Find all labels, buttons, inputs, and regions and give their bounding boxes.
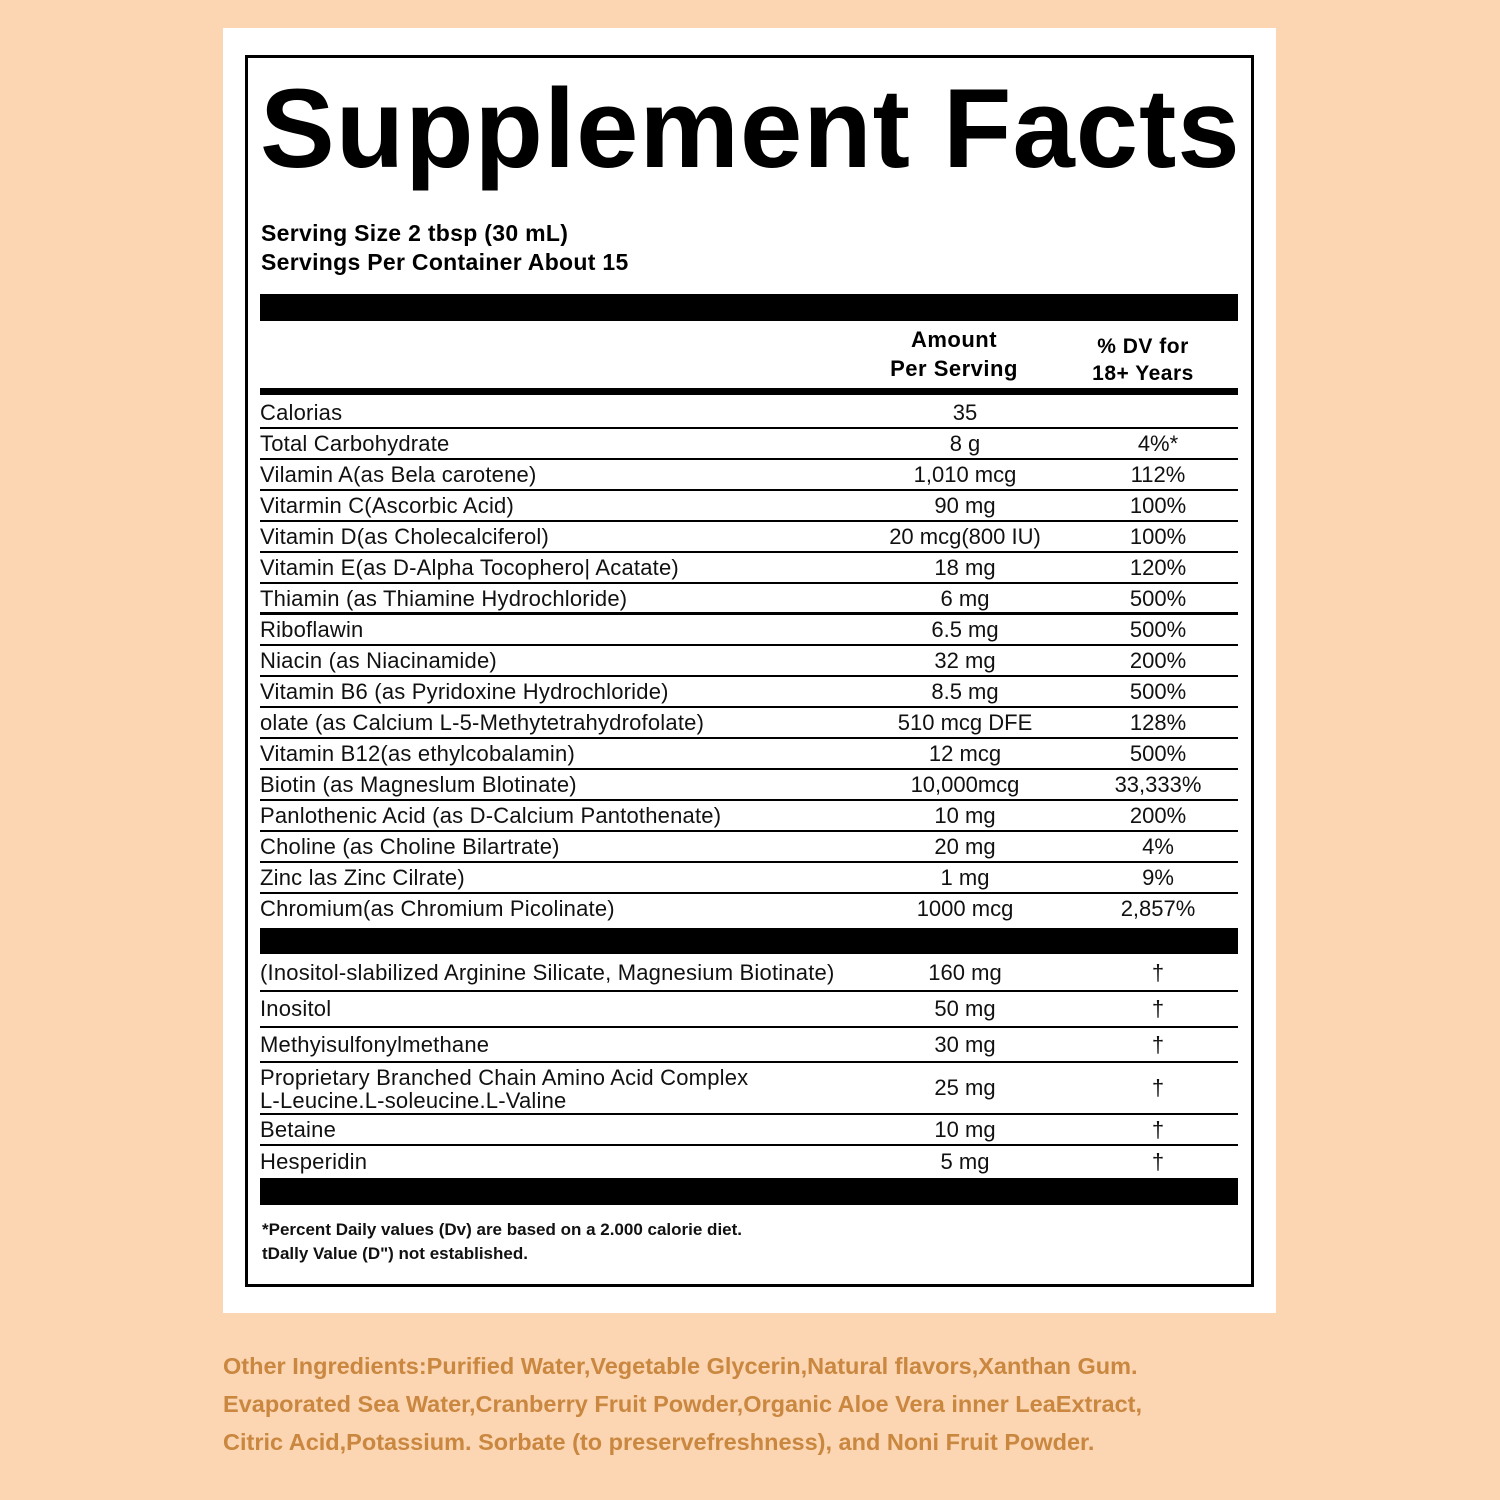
nutrient-amount: 20 mg [934, 834, 996, 859]
nutrient-name: Niacin (as Niacinamide) [260, 648, 497, 673]
supplement-facts-panel [245, 55, 1254, 1287]
nutrient-row [260, 553, 1238, 584]
nutrient-name: Vitamin B6 (as Pyridoxine Hydrochloride) [260, 679, 669, 704]
amount-header-line2: Per Serving [890, 356, 1018, 381]
ingredient-name-line1: Proprietary Branched Chain Amino Acid Complex [260, 1065, 749, 1090]
nutrient-amount: 32 mg [934, 648, 996, 673]
ingredient-dv: † [1151, 1075, 1165, 1100]
nutrient-dv: 9% [1142, 865, 1174, 890]
nutrient-dv: 4% [1142, 834, 1174, 859]
nutrient-amount: 1000 mcg [916, 896, 1014, 921]
nutrient-dv: 100% [1129, 493, 1187, 518]
nutrient-name: Choline (as Choline Bilartrate) [260, 834, 560, 859]
other-ingredients-line2: Evaporated Sea Water,Cranberry Fruit Powder,Organic Aloe Vera inner LeaExtract, [223, 1391, 1143, 1417]
ingredient-list [260, 956, 1238, 1180]
panel-title: Supplement Facts [260, 66, 1241, 191]
column-header [260, 325, 1238, 387]
nutrient-dv: 500% [1129, 741, 1187, 766]
nutrient-amount: 6 mg [940, 586, 990, 611]
nutrient-name: Calorias [260, 400, 343, 425]
nutrient-name: Vitamin E(as D-Alpha Tocophero| Acatate) [260, 555, 679, 580]
nutrient-dv: 112% [1130, 462, 1186, 487]
nutrient-amount: 18 mg [934, 555, 996, 580]
other-ingredients-line3: Citric Acid,Potassium. Sorbate (to preservefreshness), and Noni Fruit Powder. [223, 1429, 1095, 1455]
nutrient-row [260, 429, 1238, 460]
nutrient-name: olate (as Calcium L-5-Methytetrahydrofolate) [260, 710, 705, 735]
ingredient-amount: 5 mg [940, 1149, 990, 1174]
nutrient-amount: 12 mcg [928, 741, 1002, 766]
nutrient-row [260, 677, 1238, 708]
ingredient-name: (Inositol-slabilized Arginine Silicate, Magnesium Biotinate) [260, 960, 835, 985]
ingredient-amount: 30 mg [934, 1032, 996, 1057]
dv-header-line2: 18+ Years [1092, 362, 1194, 385]
ingredient-name [260, 1066, 880, 1112]
serving-size: Serving Size 2 tbsp (30 mL) [261, 220, 569, 246]
nutrient-amount: 1 mg [940, 865, 990, 890]
nutrient-row [260, 708, 1238, 739]
nutrient-row [260, 584, 1238, 615]
ingredient-row [260, 1115, 1238, 1146]
nutrient-amount: 510 mcg DFE [897, 710, 1033, 735]
nutrient-dv: 200% [1129, 648, 1187, 673]
nutrient-name: Zinc las Zinc Cilrate) [260, 865, 465, 890]
nutrient-name: Total Carbohydrate [260, 431, 450, 456]
ingredient-name: Methyisulfonylmethane [260, 1032, 490, 1057]
ingredient-name: Hesperidin [260, 1149, 368, 1174]
ingredient-dv: † [1151, 1117, 1165, 1142]
nutrient-name: Vitamin D(as Cholecalciferol) [260, 524, 550, 549]
nutrient-amount: 10,000mcg [910, 772, 1020, 797]
ingredient-dv: † [1151, 1149, 1165, 1174]
ingredient-row [260, 992, 1238, 1028]
servings-per-container: Servings Per Container About 15 [261, 249, 629, 275]
ingredient-dv: † [1151, 996, 1165, 1021]
nutrient-row [260, 646, 1238, 677]
other-ingredients-line1: Other Ingredients:Purified Water,Vegetable Glycerin,Natural flavors,Xanthan Gum. [223, 1353, 1138, 1379]
nutrient-amount: 1,010 mcg [913, 462, 1017, 487]
nutrient-name: Vilamin A(as Bela carotene) [260, 462, 537, 487]
nutrient-dv: 128% [1129, 710, 1187, 735]
nutrient-dv: 500% [1129, 617, 1187, 642]
ingredient-amount: 25 mg [934, 1075, 996, 1100]
nutrient-name: Thiamin (as Thiamine Hydrochloride) [260, 586, 628, 611]
top-divider-bar [260, 294, 1238, 321]
nutrient-row [260, 491, 1238, 522]
nutrient-dv: 2,857% [1120, 896, 1196, 921]
nutrient-row [260, 460, 1238, 491]
nutrient-row [260, 863, 1238, 894]
footnote-dv: *Percent Daily values (Dv) are based on a 2.000 calorie diet. [262, 1220, 743, 1239]
ingredient-amount: 10 mg [934, 1117, 996, 1142]
bottom-divider-bar [260, 1178, 1238, 1205]
nutrient-row [260, 522, 1238, 553]
ingredient-dv: † [1151, 960, 1165, 985]
footnote-dagger: tDally Value (D") not established. [262, 1244, 528, 1263]
other-ingredients [223, 1347, 1263, 1461]
nutrient-name: Biotin (as Magneslum Blotinate) [260, 772, 577, 797]
nutrient-dv: 500% [1129, 679, 1187, 704]
nutrient-amount: 6.5 mg [931, 617, 999, 642]
nutrient-dv: 500% [1129, 586, 1187, 611]
ingredient-name: Inositol [260, 996, 332, 1021]
ingredient-name: Betaine [260, 1117, 337, 1142]
nutrient-row [260, 398, 1238, 429]
nutrient-dv: 120% [1129, 555, 1187, 580]
nutrient-amount: 10 mg [934, 803, 996, 828]
amount-header [860, 325, 1048, 383]
dv-header-line1: % DV for [1097, 335, 1189, 358]
dv-header [1060, 333, 1226, 387]
ingredient-row [260, 1146, 1238, 1180]
nutrient-amount: 20 mcg(800 IU) [889, 524, 1041, 549]
nutrient-amount: 90 mg [934, 493, 996, 518]
nutrient-row [260, 801, 1238, 832]
serving-info [261, 219, 629, 277]
ingredient-dv: † [1151, 1032, 1165, 1057]
nutrient-dv: 100% [1129, 524, 1187, 549]
header-divider-bar [260, 388, 1238, 395]
nutrient-name: Riboflawin [260, 617, 364, 642]
nutrient-row [260, 739, 1238, 770]
nutrient-row [260, 615, 1238, 646]
nutrient-dv: 33,333% [1114, 772, 1202, 797]
nutrient-amount: 8.5 mg [931, 679, 999, 704]
nutrient-name: Chromium(as Chromium Picolinate) [260, 896, 615, 921]
nutrient-name: Vitarmin C(Ascorbic Acid) [260, 493, 514, 518]
ingredient-amount: 160 mg [928, 960, 1002, 985]
nutrient-list [260, 398, 1238, 925]
nutrient-dv: 200% [1129, 803, 1187, 828]
ingredient-amount: 50 mg [934, 996, 996, 1021]
ingredient-row [260, 1063, 1238, 1115]
nutrient-dv: 4%* [1137, 431, 1179, 456]
amount-header-line1: Amount [910, 327, 998, 352]
nutrient-row [260, 832, 1238, 863]
nutrient-name: Panlothenic Acid (as D-Calcium Pantothenate) [260, 803, 722, 828]
ingredient-row [260, 956, 1238, 992]
nutrient-row [260, 770, 1238, 801]
nutrient-amount: 8 g [949, 431, 981, 456]
nutrient-row [260, 894, 1238, 925]
ingredient-row [260, 1028, 1238, 1063]
ingredient-name-line2: L-Leucine.L-soleucine.L-Valine [260, 1088, 567, 1113]
nutrient-amount: 35 [952, 400, 978, 425]
nutrient-name: Vitamin B12(as ethylcobalamin) [260, 741, 575, 766]
mid-divider-bar [260, 928, 1238, 954]
footnotes [262, 1218, 742, 1266]
